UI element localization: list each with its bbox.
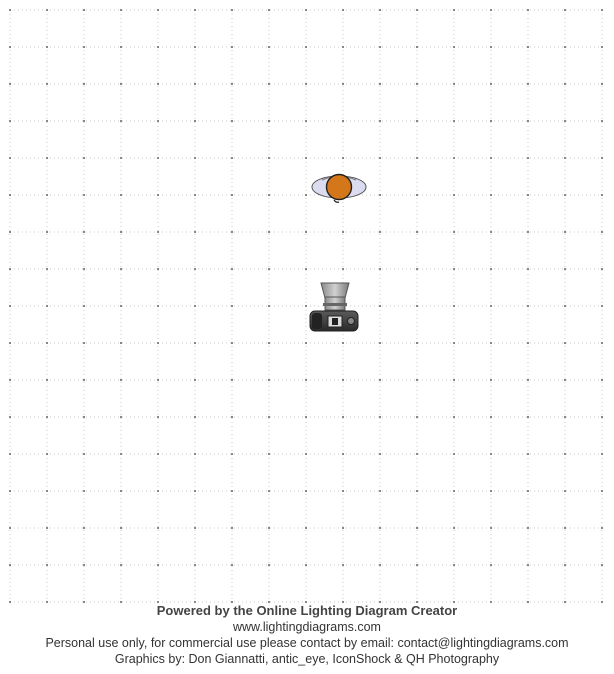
grid-intersection [453,342,455,344]
grid-intersection [527,83,529,85]
grid-intersection [601,527,603,529]
grid-intersection [601,490,603,492]
grid-intersection [231,342,233,344]
grid-intersection [601,379,603,381]
grid-intersection [268,46,270,48]
grid-intersection [120,83,122,85]
grid-intersection [231,305,233,307]
grid-intersection [83,564,85,566]
grid-intersection [601,120,603,122]
grid-intersection [83,305,85,307]
grid-intersection [601,342,603,344]
grid-intersection [46,564,48,566]
grid-intersection [120,268,122,270]
grid-intersection [490,564,492,566]
grid-intersection [601,564,603,566]
grid-intersection [601,305,603,307]
grid-intersection [527,564,529,566]
grid-intersection [46,416,48,418]
grid-intersection [342,527,344,529]
grid-intersection [268,120,270,122]
grid-intersection [83,527,85,529]
grid-intersection [527,194,529,196]
grid-intersection [601,46,603,48]
grid-intersection [416,527,418,529]
grid-intersection [527,342,529,344]
grid-intersection [120,379,122,381]
grid-intersection [490,305,492,307]
grid-intersection [120,527,122,529]
grid-intersection [416,379,418,381]
grid-intersection [564,453,566,455]
grid-intersection [453,305,455,307]
grid-intersection [379,490,381,492]
grid-intersection [194,453,196,455]
grid-intersection [157,46,159,48]
grid-intersection [268,527,270,529]
grid-intersection [453,564,455,566]
grid-intersection [416,268,418,270]
grid-intersection [379,564,381,566]
grid-intersection [342,231,344,233]
grid-intersection [157,9,159,11]
grid-intersection [9,9,11,11]
grid-intersection [564,120,566,122]
grid-intersection [416,342,418,344]
grid-intersection [231,157,233,159]
grid-intersection [9,46,11,48]
grid-intersection [490,342,492,344]
grid-intersection [416,46,418,48]
grid-intersection [305,83,307,85]
grid-intersection [416,194,418,196]
grid-intersection [305,268,307,270]
grid-intersection [564,194,566,196]
grid-intersection [416,490,418,492]
grid-intersection [46,231,48,233]
grid-intersection [379,342,381,344]
grid-intersection [194,342,196,344]
grid-intersection [268,453,270,455]
grid-intersection [46,268,48,270]
grid-intersection [194,490,196,492]
powered-by-text: Powered by the Online Lighting Diagram Creator [156,603,458,618]
grid-intersection [379,194,381,196]
grid-intersection [490,194,492,196]
grid-intersection [120,46,122,48]
grid-intersection [342,157,344,159]
grid-intersection [305,194,307,196]
grid-intersection [231,453,233,455]
grid-intersection [342,46,344,48]
grid-intersection [157,194,159,196]
grid-intersection [120,194,122,196]
grid-intersection [83,490,85,492]
grid-intersection [46,83,48,85]
grid-intersection [157,268,159,270]
grid-intersection [564,157,566,159]
grid-intersection [490,120,492,122]
grid-intersection [46,453,48,455]
grid-intersection [9,83,11,85]
grid-intersection [194,83,196,85]
grid-intersection [9,490,11,492]
grid-intersection [157,490,159,492]
grid-intersection [157,83,159,85]
grid-intersection [564,416,566,418]
grid-intersection [379,157,381,159]
grid-intersection [231,9,233,11]
grid-intersection [453,231,455,233]
graphics-credit: Graphics by: Don Giannatti, antic_eye, IconShock & QH Photography [114,652,500,666]
grid-intersection [490,83,492,85]
grid-intersection [379,231,381,233]
grid-intersection [527,9,529,11]
grid-intersection [157,379,159,381]
grid-intersection [120,157,122,159]
grid-intersection [527,416,529,418]
grid-intersection [564,564,566,566]
grid-intersection [601,157,603,159]
grid-intersection [83,120,85,122]
grid-intersection [416,157,418,159]
grid-intersection [601,231,603,233]
grid-intersection [157,157,159,159]
grid-intersection [601,194,603,196]
grid-intersection [157,416,159,418]
grid-intersection [342,120,344,122]
grid-intersection [83,379,85,381]
grid-intersection [231,120,233,122]
grid-intersection [157,120,159,122]
grid-intersection [564,379,566,381]
grid-intersection [379,379,381,381]
grid-intersection [379,268,381,270]
grid-intersection [416,231,418,233]
grid-intersection [453,9,455,11]
grid-intersection [601,453,603,455]
grid-intersection [453,453,455,455]
grid-intersection [194,120,196,122]
grid-intersection [9,416,11,418]
grid-intersection [9,453,11,455]
grid-intersection [83,342,85,344]
grid-intersection [453,416,455,418]
grid-intersection [527,268,529,270]
grid-intersection [453,157,455,159]
grid-intersection [453,46,455,48]
grid-intersection [453,379,455,381]
grid-intersection [453,194,455,196]
grid-intersection [601,268,603,270]
grid-intersection [9,342,11,344]
grid-intersection [527,231,529,233]
grid-intersection [601,416,603,418]
grid-intersection [120,231,122,233]
grid-intersection [379,83,381,85]
grid-intersection [120,564,122,566]
grid-intersection [305,416,307,418]
grid-intersection [46,527,48,529]
grid-intersection [9,194,11,196]
grid-intersection [453,490,455,492]
grid-intersection [453,83,455,85]
grid-intersection [83,157,85,159]
grid-intersection [268,194,270,196]
grid-intersection [268,9,270,11]
grid-intersection [268,490,270,492]
grid-intersection [268,564,270,566]
grid-intersection [268,416,270,418]
grid-intersection [83,453,85,455]
grid-intersection [9,527,11,529]
grid-intersection [157,305,159,307]
grid-intersection [9,564,11,566]
grid-intersection [268,83,270,85]
grid-intersection [379,453,381,455]
grid-intersection [490,379,492,381]
grid-intersection [83,416,85,418]
grid-intersection [231,194,233,196]
grid-intersection [231,268,233,270]
grid-intersection [342,453,344,455]
grid-intersection [416,416,418,418]
grid-intersection [342,194,344,196]
grid-intersection [342,490,344,492]
grid-intersection [305,157,307,159]
grid-intersection [379,305,381,307]
grid-intersection [416,453,418,455]
grid-intersection [268,268,270,270]
grid-intersection [601,83,603,85]
grid-intersection [527,490,529,492]
grid-intersection [527,120,529,122]
grid-intersection [305,453,307,455]
grid-intersection [157,453,159,455]
grid-intersection [231,379,233,381]
grid-intersection [490,416,492,418]
grid-intersection [379,46,381,48]
grid-intersection [564,231,566,233]
grid-intersection [564,46,566,48]
grid-intersection [490,527,492,529]
grid-intersection [83,9,85,11]
grid-intersection [490,157,492,159]
grid-intersection [305,564,307,566]
website-link[interactable]: www.lightingdiagrams.com [233,620,381,634]
grid-intersection [231,231,233,233]
grid-intersection [564,9,566,11]
grid-intersection [157,564,159,566]
grid-intersection [453,268,455,270]
grid-intersection [564,490,566,492]
grid-intersection [305,490,307,492]
grid-intersection [490,268,492,270]
grid-intersection [342,564,344,566]
grid-intersection [231,416,233,418]
grid-intersection [231,83,233,85]
grid-intersection [46,46,48,48]
grid-intersection [46,342,48,344]
grid-intersection [490,490,492,492]
grid-intersection [342,268,344,270]
grid-intersection [120,9,122,11]
grid-intersection [490,453,492,455]
grid-intersection [46,120,48,122]
grid-intersection [527,453,529,455]
grid-intersection [194,46,196,48]
grid-intersection [83,231,85,233]
grid-intersection [379,9,381,11]
grid-intersection [46,490,48,492]
grid-intersection [46,194,48,196]
grid-intersection [342,342,344,344]
grid-intersection [46,157,48,159]
grid-intersection [9,379,11,381]
grid-intersection [268,157,270,159]
grid-intersection [305,527,307,529]
grid-intersection [120,342,122,344]
grid-intersection [268,379,270,381]
grid-intersection [379,120,381,122]
grid-intersection [416,120,418,122]
grid-intersection [194,194,196,196]
grid-intersection [268,231,270,233]
grid-intersection [9,268,11,270]
grid-intersection [342,379,344,381]
grid-intersection [490,46,492,48]
grid-intersection [268,305,270,307]
grid-intersection [83,194,85,196]
grid-intersection [342,416,344,418]
grid-intersection [46,9,48,11]
grid-intersection [231,527,233,529]
grid-intersection [564,268,566,270]
grid-intersection [601,9,603,11]
grid-intersection [9,305,11,307]
grid-intersection [83,83,85,85]
grid-intersection [564,527,566,529]
grid-intersection [342,9,344,11]
grid-intersection [305,46,307,48]
grid-intersection [9,157,11,159]
grid-intersection [231,564,233,566]
grid-intersection [120,416,122,418]
grid-intersection [194,157,196,159]
grid-intersection [194,416,196,418]
grid-intersection [453,120,455,122]
grid-intersection [564,83,566,85]
grid-intersection [490,9,492,11]
grid-intersection [416,305,418,307]
grid-intersection [416,564,418,566]
grid-intersection [194,527,196,529]
grid-intersection [157,342,159,344]
grid-intersection [9,120,11,122]
grid-intersection [305,305,307,307]
grid-intersection [342,83,344,85]
grid-intersection [194,268,196,270]
grid-intersection [564,305,566,307]
grid-intersection [305,231,307,233]
grid-intersection [120,120,122,122]
grid-intersection [527,379,529,381]
grid-intersection [83,268,85,270]
grid-intersection [83,46,85,48]
grid-intersection [379,527,381,529]
grid-intersection [231,490,233,492]
grid-intersection [268,342,270,344]
grid-intersection [527,305,529,307]
grid-intersection [527,157,529,159]
license-note: Personal use only, for commercial use please contact by email: contact@lightingdiagrams.com [45,636,569,650]
grid-intersection [194,9,196,11]
grid-intersection [120,305,122,307]
grid-intersection [157,231,159,233]
grid-intersection [120,453,122,455]
grid-intersection [416,9,418,11]
grid-intersection [194,564,196,566]
grid-intersection [490,231,492,233]
grid-intersection [527,527,529,529]
grid-intersection [194,231,196,233]
grid-intersection [564,342,566,344]
grid-intersection [231,46,233,48]
grid-intersection [120,490,122,492]
grid-intersection [527,46,529,48]
grid-intersection [46,379,48,381]
grid-intersection [305,9,307,11]
grid-intersection [194,379,196,381]
grid-intersection [305,379,307,381]
grid-intersection [9,231,11,233]
grid-intersection [342,305,344,307]
grid-intersection [305,120,307,122]
grid-intersection [157,527,159,529]
grid-intersection [416,83,418,85]
grid-intersection [305,342,307,344]
grid-intersection [46,305,48,307]
grid-intersection [453,527,455,529]
grid-intersection [379,416,381,418]
grid-intersection [194,305,196,307]
